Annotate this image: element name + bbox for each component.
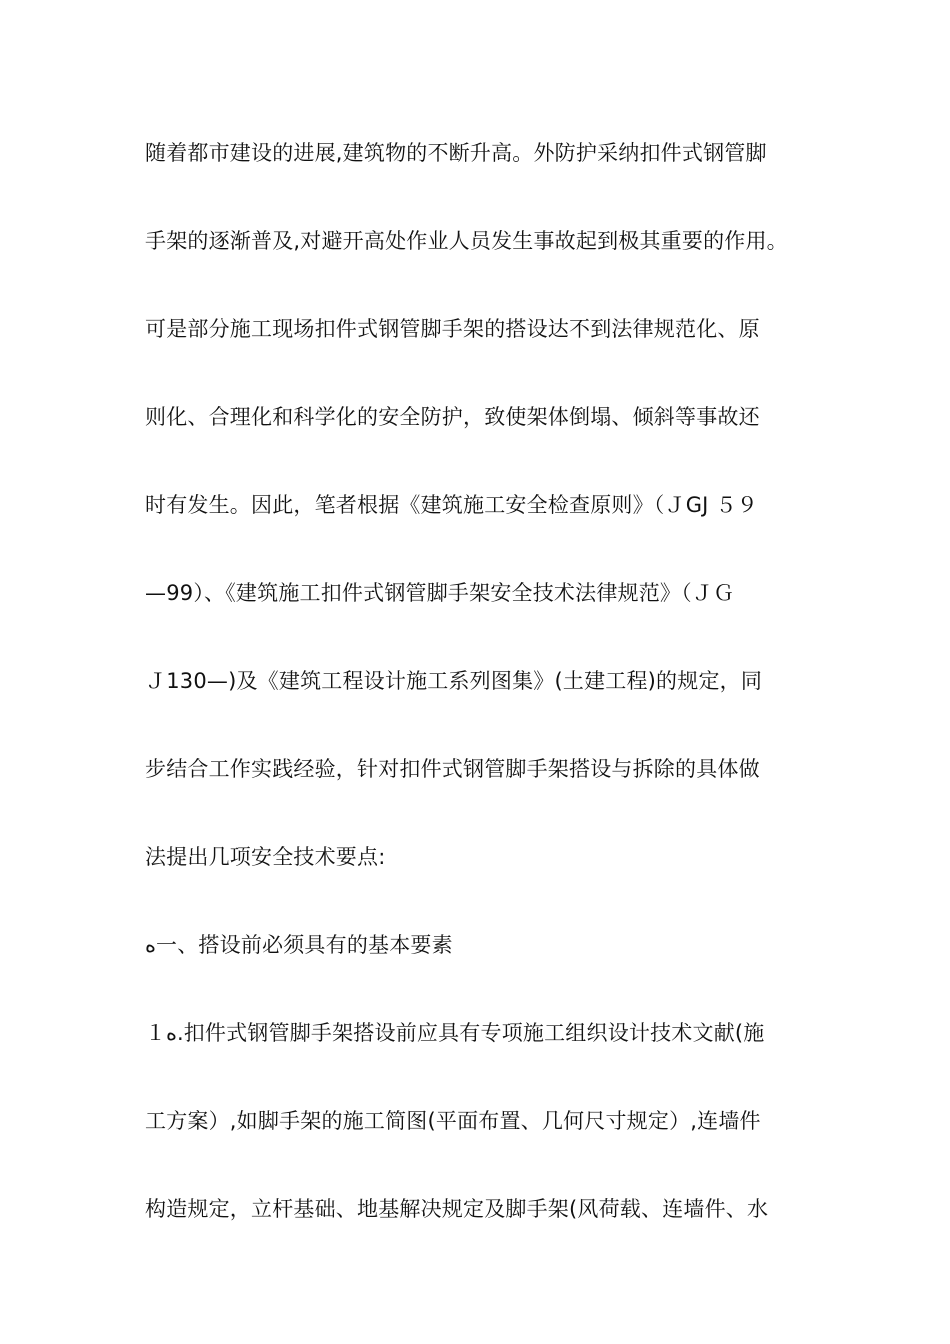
body-text-line: 手架的逐渐普及,对避开高处作业人员发生事故起到极其重要的作用。 bbox=[145, 229, 788, 253]
body-text-line: 可是部分施工现场扣件式钢管脚手架的搭设达不到法律规范化、原 bbox=[145, 317, 760, 341]
section-heading: ﻩ一、搭设前必须具有的基本要素 bbox=[145, 933, 453, 957]
body-text-line: 步结合工作实践经验，针对扣件式钢管脚手架搭设与拆除的具体做 bbox=[145, 757, 760, 781]
body-text-line: 时有发生。因此，笔者根据《建筑施工安全检查原则》（ＪGJ ５９ bbox=[145, 493, 758, 517]
body-text-line: —99）、《建筑施工扣件式钢管脚手架安全技术法律规范》（ＪＧ bbox=[145, 581, 735, 605]
body-text-line: 构造规定，立杆基础、地基解决规定及脚手架(风荷载、连墙件、水 bbox=[145, 1197, 769, 1221]
body-text-line: 工方案）,如脚手架的施工简图(平面布置、几何尺寸规定）,连墙件 bbox=[145, 1109, 761, 1133]
body-text-line: 法提出几项安全技术要点: bbox=[145, 845, 386, 869]
body-text-line: Ｊ130—)及《建筑工程设计施工系列图集》(土建工程)的规定，同 bbox=[145, 669, 763, 693]
body-text-line: 则化、合理化和科学化的安全防护，致使架体倒塌、倾斜等事故还 bbox=[145, 405, 760, 429]
body-text-line: 随着都市建设的进展,建筑物的不断升高。外防护采纳扣件式钢管脚 bbox=[145, 141, 767, 165]
body-text-line: １ﻩ.扣件式钢管脚手架搭设前应具有专项施工组织设计技术文献(施 bbox=[145, 1021, 765, 1045]
